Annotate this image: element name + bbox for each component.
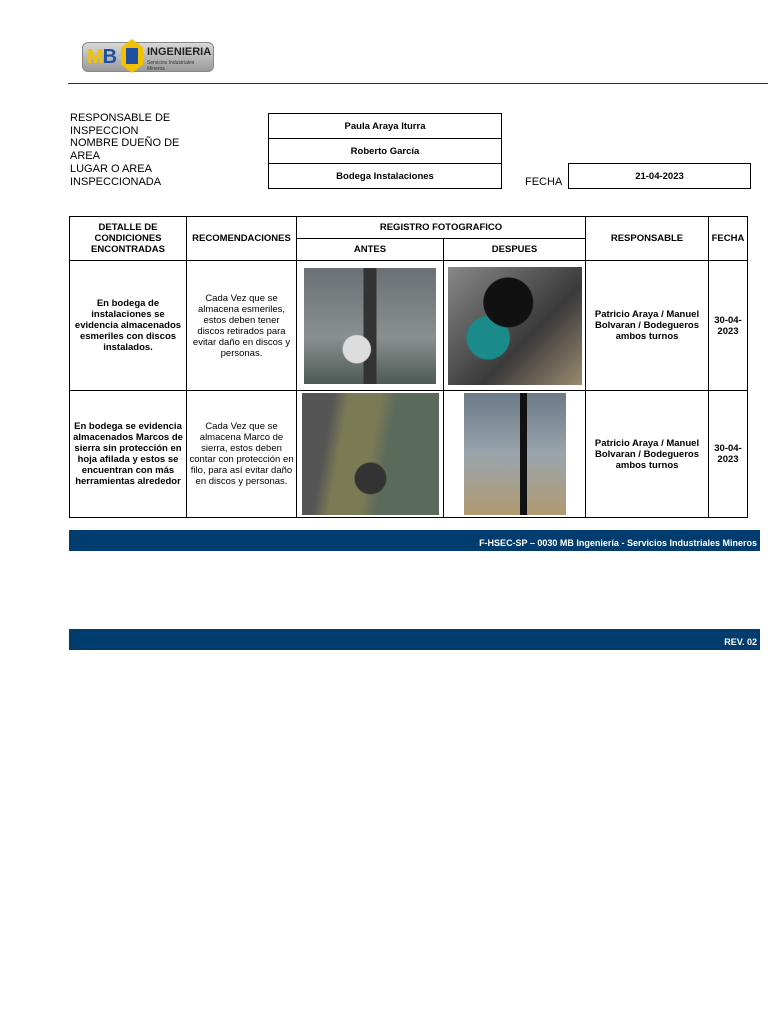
table-row xyxy=(70,391,748,518)
responsable-cell: Patricio Araya / Manuel Bolvaran / Bodegueros ambos turnos xyxy=(586,261,709,391)
photo-despues-grinder xyxy=(448,267,582,385)
photo-antes-saw xyxy=(302,393,439,515)
header-responsable: RESPONSABLE xyxy=(586,217,709,261)
detalle-cell: En bodega de instalaciones se evidencia almacenados esmeriles con discos instalados. xyxy=(70,261,187,391)
inspection-table xyxy=(69,216,748,518)
recomendacion-cell: Cada Vez que se almacena Marco de sierra, estos deben contar con protección en filo, para así evitar daño en discos y personas. xyxy=(187,391,297,518)
header-divider xyxy=(68,83,768,84)
header-registro: REGISTRO FOTOGRAFICO xyxy=(297,217,586,239)
company-logo: MB INGENIERIA Servicios Industriales Mineros xyxy=(82,42,214,72)
photo-antes-grinder xyxy=(304,268,436,384)
fecha-cell: 30-04-2023 xyxy=(709,261,748,391)
responsable-label: RESPONSABLE DE INSPECCION xyxy=(70,112,171,137)
header-detalle: DETALLE DE CONDICIONES ENCONTRADAS xyxy=(70,217,187,261)
footer-rev-bar: REV. 02 xyxy=(69,629,760,650)
dueno-label: NOMBRE DUEÑO DE AREA xyxy=(70,137,180,162)
logo-name: INGENIERIA xyxy=(147,46,212,58)
responsable-value: Paula Araya Iturra xyxy=(268,113,502,139)
header-fecha: FECHA xyxy=(709,217,748,261)
header-recomendaciones: RECOMENDACIONES xyxy=(187,217,297,261)
responsable-cell: Patricio Araya / Manuel Bolvaran / Bodegueros ambos turnos xyxy=(586,391,709,518)
detalle-cell: En bodega se evidencia almacenados Marcos de sierra sin protección en hoja afilada y estos se encuentran con más herramientas alrededor xyxy=(70,391,187,518)
photo-despues-saw xyxy=(464,393,566,515)
recomendacion-cell: Cada Vez que se almacena esmeriles, estos deben tener discos retirados para evitar daño en discos y personas. xyxy=(187,261,297,391)
lugar-label: LUGAR O AREA INSPECCIONADA xyxy=(70,163,162,188)
logo-tagline: Servicios Industriales Mineros xyxy=(147,60,195,72)
fecha-label: FECHA xyxy=(525,176,563,188)
dueno-value: Roberto García xyxy=(268,138,502,164)
footer-code-bar: F-HSEC-SP – 0030 MB Ingeniería - Servicios Industriales Mineros xyxy=(69,530,760,551)
fecha-cell: 30-04-2023 xyxy=(709,391,748,518)
cube-icon xyxy=(121,39,143,73)
table-row xyxy=(70,261,748,391)
fecha-value: 21-04-2023 xyxy=(568,163,751,189)
lugar-value: Bodega Instalaciones xyxy=(268,163,502,189)
header-despues: DESPUES xyxy=(444,239,586,261)
header-antes: ANTES xyxy=(297,239,444,261)
